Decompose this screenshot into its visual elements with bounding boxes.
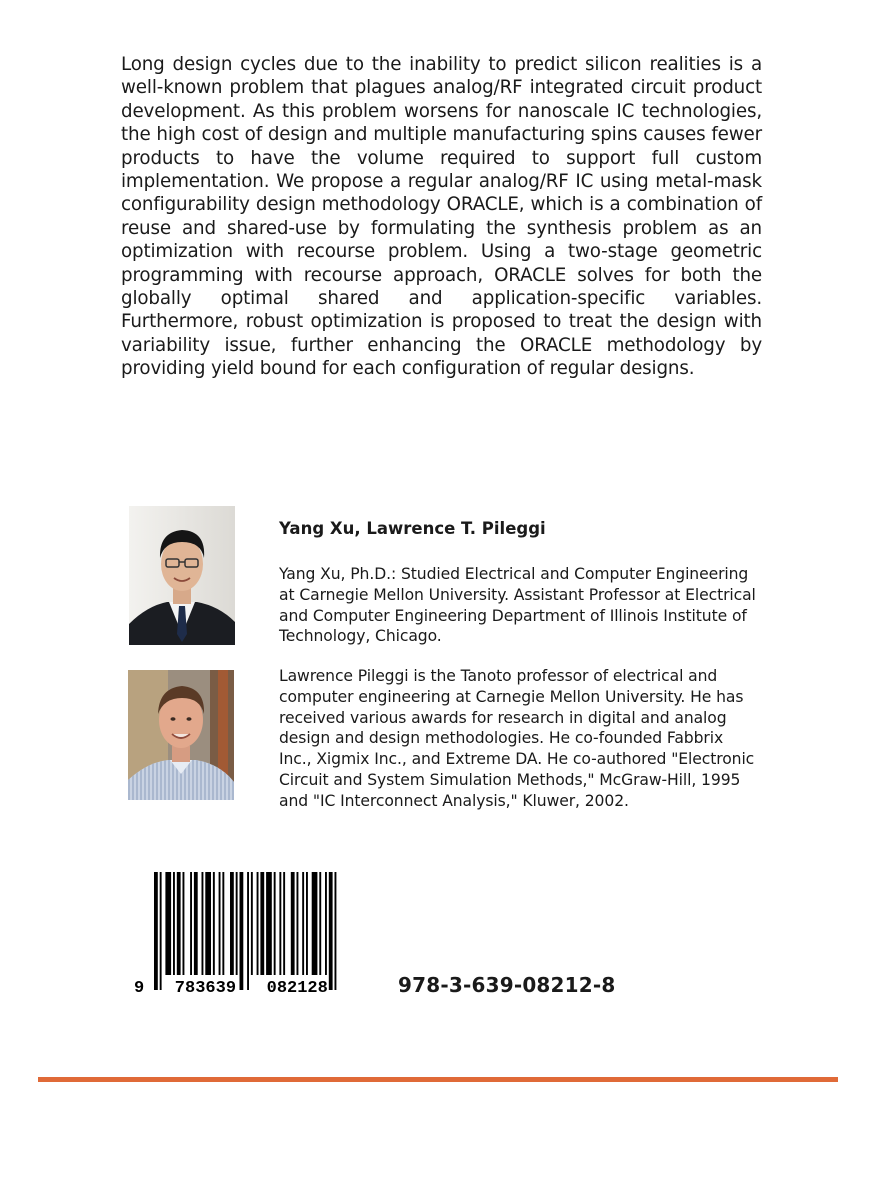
authors-heading: Yang Xu, Lawrence T. Pileggi [279,519,546,538]
barcode-bar [236,872,238,975]
barcode-bar [202,872,204,975]
barcode-bar [230,872,234,975]
barcode-bar [260,872,264,975]
barcode-bar [247,872,249,990]
barcode-bar [222,872,224,975]
barcode-bar [160,872,162,990]
barcode-bar [251,872,253,975]
barcode-bar [183,872,185,975]
barcode-bar [302,872,304,975]
barcode-bar [279,872,281,975]
bio-yang-xu: Yang Xu, Ph.D.: Studied Electrical and Computer Engineering at Carnegie Mellon University. Assistant Professor at Electrical and Computer Engineering Department of Illinois Institute of Technology, Chicago. [279,565,756,646]
barcode-bar [219,872,221,975]
barcode-bar [335,872,337,990]
barcode-bar [297,872,299,975]
barcode-bar [213,872,215,975]
barcode-bar [274,872,276,975]
barcode-bar [266,872,272,975]
author-photo-pileggi [128,670,234,800]
abstract-text: Long design cycles due to the inability to predict silicon realities is a well-known problem that plagues analog/RF integrated circuit product development. As this problem worsens for nanoscale IC technologies, the high cost of design and multiple manufacturing spins causes fewer products to have the volume required to support full custom implementation. We propose a regular analog/RF IC using metal-mask configurability design methodology ORACLE, which is a combination of reuse and shared-use by formulating the synthesis problem as an optimization with recourse problem. Using a two-stage geometric programming with recourse approach, ORACLE solves for both the globally optimal shared and application-specific variables. Furthermore, robust optimization is proposed to treat the design with variability issue, further enhancing the ORACLE methodology by providing yield bound for each configuration of regular designs. [121,54,762,380]
barcode-bar [205,872,211,975]
barcode-bar [257,872,259,975]
barcode-bar [329,872,333,990]
barcode-bar [291,872,295,975]
barcode-bar [306,872,308,975]
bottom-accent-rule [38,1077,838,1082]
barcode-bar [165,872,171,975]
barcode-bar [312,872,318,975]
barcode-bar [173,872,175,975]
barcode-bar [283,872,285,975]
barcode-bar [154,872,158,990]
barcode-bar [177,872,181,975]
bio-pileggi: Lawrence Pileggi is the Tanoto professor of electrical and computer engineering at Carnegie Mellon University. He has received various awards for research in digital and analog design and design methodologies. He co-founded Fabbrix Inc., Xigmix Inc., and Extreme DA. He co-authored "Electronic Circuit and System Simulation Methods," McGraw-Hill, 1995 and "IC Interconnect Analysis," Kluwer, 2002. [279,667,755,810]
barcode-bar [325,872,327,975]
barcode-bar [240,872,244,990]
isbn-barcode [132,872,378,1000]
isbn-number: 978-3-639-08212-8 [398,973,616,997]
barcode-bar [194,872,198,975]
barcode-bar [190,872,192,975]
barcode-bar [319,872,321,975]
author-photo-yang-xu [129,506,235,645]
barcode-digits: 9 783639 082128 [134,979,328,998]
